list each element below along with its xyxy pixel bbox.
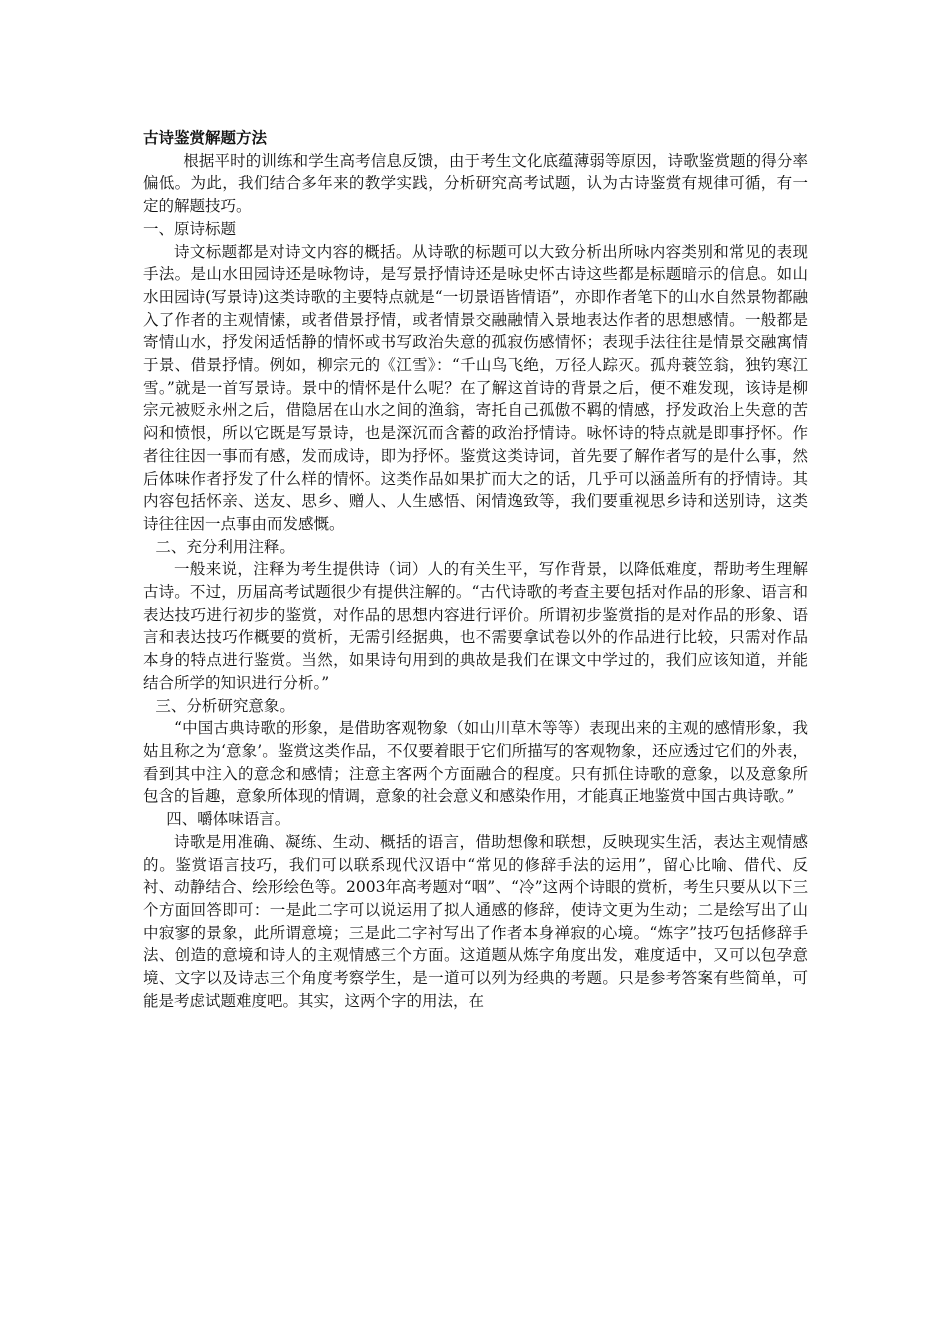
intro-paragraph: 根据平时的训练和学生高考信息反馈，由于考生文化底蕴薄弱等原因，诗歌鉴赏题的得分率偏低。为此，我们结合多年来的教学实践，分析研究高考试题，认为古诗鉴赏有规律可循，有一定的解题技巧。 [143, 151, 808, 216]
document-title: 古诗鉴赏解题方法 [143, 128, 268, 147]
section-heading-1: 一、原诗标题 [143, 219, 237, 238]
section-body-2: 一般来说，注释为考生提供诗（词）人的有关生平，写作背景，以降低难度，帮助考生理解古诗。不过，历届高考试题很少有提供注解的。“古代诗歌的考查主要包括对作品的形象、语言和表达技巧进行初步的鉴赏，对作品的思想内容进行评价。所谓初步鉴赏指的是对作品的形象、语言和表达技巧作概要的赏析，无需引经据典，也不需要拿试卷以外的作品进行比较，只需对作品本身的特点进行鉴赏。当然，如果诗句用到的典故是我们在课文中学过的，我们应该知道，并能结合所学的知识进行分析。” [143, 560, 808, 692]
section-heading-4: 四、嚼体味语言。 [166, 810, 291, 829]
document-page [143, 127, 808, 1012]
section-heading-3: 三、分析研究意象。 [155, 696, 295, 715]
section-body-1: 诗文标题都是对诗文内容的概括。从诗歌的标题可以大致分析出所咏内容类别和常见的表现手法。是山水田园诗还是咏物诗，是写景抒情诗还是咏史怀古诗这些都是标题暗示的信息。如山水田园诗(写景诗)这类诗歌的主要特点就是“一切景语皆情语”，亦即作者笔下的山水自然景物都融入了作者的主观情愫，或者借景抒情，或者情景交融融情入景地表达作者的思想感情。一般都是寄情山水，抒发闲适恬静的情怀或书写政治失意的孤寂伤感情怀；表现手法往往是情景交融寓情于景、借景抒情。例如，柳宗元的《江雪》：“千山鸟飞绝，万径人踪灭。孤舟蓑笠翁，独钓寒江雪。”就是一首写景诗。景中的情怀是什么呢？在了解这首诗的背景之后，便不难发现，该诗是柳宗元被贬永州之后，借隐居在山水之间的渔翁，寄托自己孤傲不羁的情感，抒发政治上失意的苦闷和愤恨，所以它既是写景诗，也是深沉而含蓄的政治抒情诗。咏怀诗的特点就是即事抒怀。作者往往因一事而有感，发而成诗，即为抒怀。鉴赏这类诗词，首先要了解作者写的是什么事，然后体味作者抒发了什么样的情怀。这类作品如果扩而大之的话，几乎可以涵盖所有的抒情诗。其内容包括怀亲、送友、思乡、赠人、人生感悟、闲情逸致等，我们要重视思乡诗和送别诗，这类诗往往因一点事由而发感慨。 [143, 242, 808, 533]
section-heading-2: 二、充分利用注释。 [155, 537, 295, 556]
section-body-3: “中国古典诗歌的形象，是借助客观物象（如山川草木等等）表现出来的主观的感情形象，我姑且称之为‘意象’。鉴赏这类作品，不仅要着眼于它们所描写的客观物象，还应透过它们的外表，看到其中注入的意念和感情；注意主客两个方面融合的程度。只有抓住诗歌的意象，以及意象所包含的旨趣，意象所体现的情调，意象的社会意义和感染作用，才能真正地鉴赏中国古典诗歌。” [143, 719, 808, 806]
section-body-4: 诗歌是用准确、凝练、生动、概括的语言，借助想像和联想，反映现实生活，表达主观情感的。鉴赏语言技巧，我们可以联系现代汉语中“常见的修辞手法的运用”，留心比喻、借代、反衬、动静结合、绘形绘色等。2003年高考题对“咽”、“冷”这两个诗眼的赏析，考生只要从以下三个方面回答即可：一是此二字可以说运用了拟人通感的修辞，使诗文更为生动；二是绘写出了山中寂寥的景象，此所谓意境；三是此二字衬写出了作者本身禅寂的心境。“炼字”技巧包括修辞手法、创造的意境和诗人的主观情感三个方面。这道题从炼字角度出发，难度适中，又可以包孕意境、文字以及诗志三个角度考察学生，是一道可以列为经典的考题。只是参考答案有些简单，可能是考虑试题难度吧。其实，这两个字的用法，在 [143, 832, 808, 1010]
